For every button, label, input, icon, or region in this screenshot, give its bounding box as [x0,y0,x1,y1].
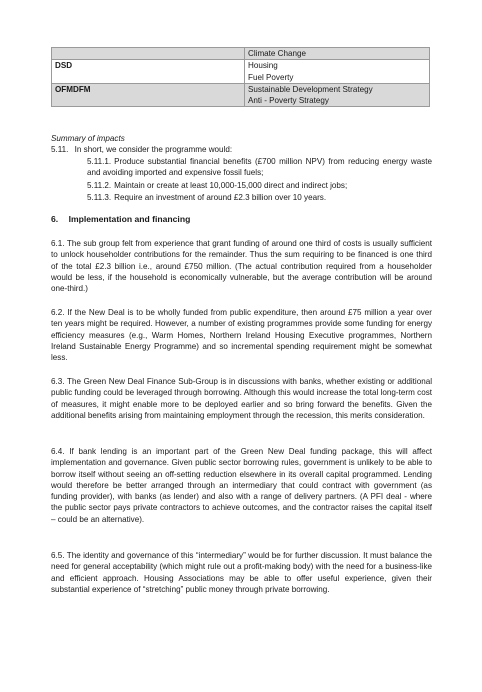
policy-cell [245,83,430,107]
policy-item: Climate Change [248,49,307,58]
paragraph-number: 6.3. [51,377,65,386]
paragraph [51,238,432,294]
paragraph-text: The identity and governance of this “intermediary” would be for further discussion. It must balance the need for general acceptability (which might rule out a profit-making body) with the need for a business-like and efficient approach. Housing Associations may be able to offer useful experience, given their substantial experience of “stretching” public money through private borrowing. [51,551,432,594]
department-cell: OFMDFM [52,83,245,107]
paragraph-text: If bank lending is an important part of the Green New Deal funding package, this will affect implementation and governance. Given public sector borrowing rules, government is unlikely to be able to borrow itself without seeing an off-setting reduction elsewhere in its overall capital programmed. Lending would therefore be better arranged through an intermediary that could contract with government (as funding provider), with banks (as lender) and also with a range of delivery partners. (A PFI deal - where the public sector pays private contractors to achieve outcomes, and the contractor raises the capital itself – could be an alternative). [51,447,433,524]
paragraph-text: If the New Deal is to be wholly funded from public expenditure, then around £75 million a year over ten years might be required. However, a number of existing programmes provide some funding for energy efficiency measures (e.g., Warm Homes, Northern Ireland Housing Executive programmes, Northern Ireland Sustainable Energy Programme) and so incremental spending requirement might be somewhat less. [51,308,432,363]
paragraph-number: 6.1. [51,239,65,248]
summary-item [87,180,432,191]
summary-heading: Summary of impacts [51,134,125,143]
section-number: 6. [51,214,59,224]
policy-item: Anti - Poverty Strategy [248,96,329,106]
summary-intro-text: In short, we consider the programme would: [74,145,233,154]
policy-item: Housing [248,61,278,71]
item-text: Produce substantial financial benefits (£700 million NPV) from reducing energy waste and avoiding imported and expensive fossil fuels; [87,157,432,178]
summary-intro [51,144,432,155]
policy-item: Fuel Poverty [248,72,294,82]
item-number: 5.11.2. [87,181,112,190]
section-title: Implementation and financing [68,214,191,224]
department-table [51,47,430,107]
paragraph-number: 6.4. [51,447,65,456]
item-number: 5.11.3. [87,193,112,202]
summary-item [87,192,432,203]
paragraph-text: The sub group felt from experience that grant funding of around one third of costs is usually sufficient to unlock householder contributions for the remainder. Thus the sum requiring to be financed is one third of the total £2.3 billion i.e., around £750 million. (The actual contribution required from a householder would be less, if the household is economically vulnerable, but the average contribution will be around one-third.) [51,239,432,294]
paragraph [51,376,432,421]
department-cell: DSD [52,60,245,84]
item-text: Maintain or create at least 10,000-15,000 direct and indirect jobs; [114,181,348,190]
paragraph-text: The Green New Deal Finance Sub-Group is in discussions with banks, whether existing or additional public funding could be leveraged through borrowing. Although this would increase the total long-term cost of measures, it might enable more to be deployed earlier and so bring forward the benefits. Given the additional benefits arising from maintaining employment through the recession, this merits consideration. [51,377,432,420]
table-row [52,48,430,60]
section-heading [51,214,432,225]
paragraph [51,307,432,363]
department-cell [52,48,245,60]
policy-cell [245,48,430,60]
paragraph-number: 6.2. [51,308,65,317]
table-row [52,60,430,84]
table-row [52,83,430,107]
paragraph-number: 6.5. [51,551,65,560]
paragraph [51,446,432,525]
summary-item [87,156,432,179]
paragraph-number: 5.11. [51,145,69,154]
policy-cell [245,60,430,84]
item-number: 5.11.1. [87,157,112,166]
paragraph [51,550,432,595]
policy-item: Sustainable Development Strategy [248,84,373,94]
item-text: Require an investment of around £2.3 billion over 10 years. [114,193,327,202]
